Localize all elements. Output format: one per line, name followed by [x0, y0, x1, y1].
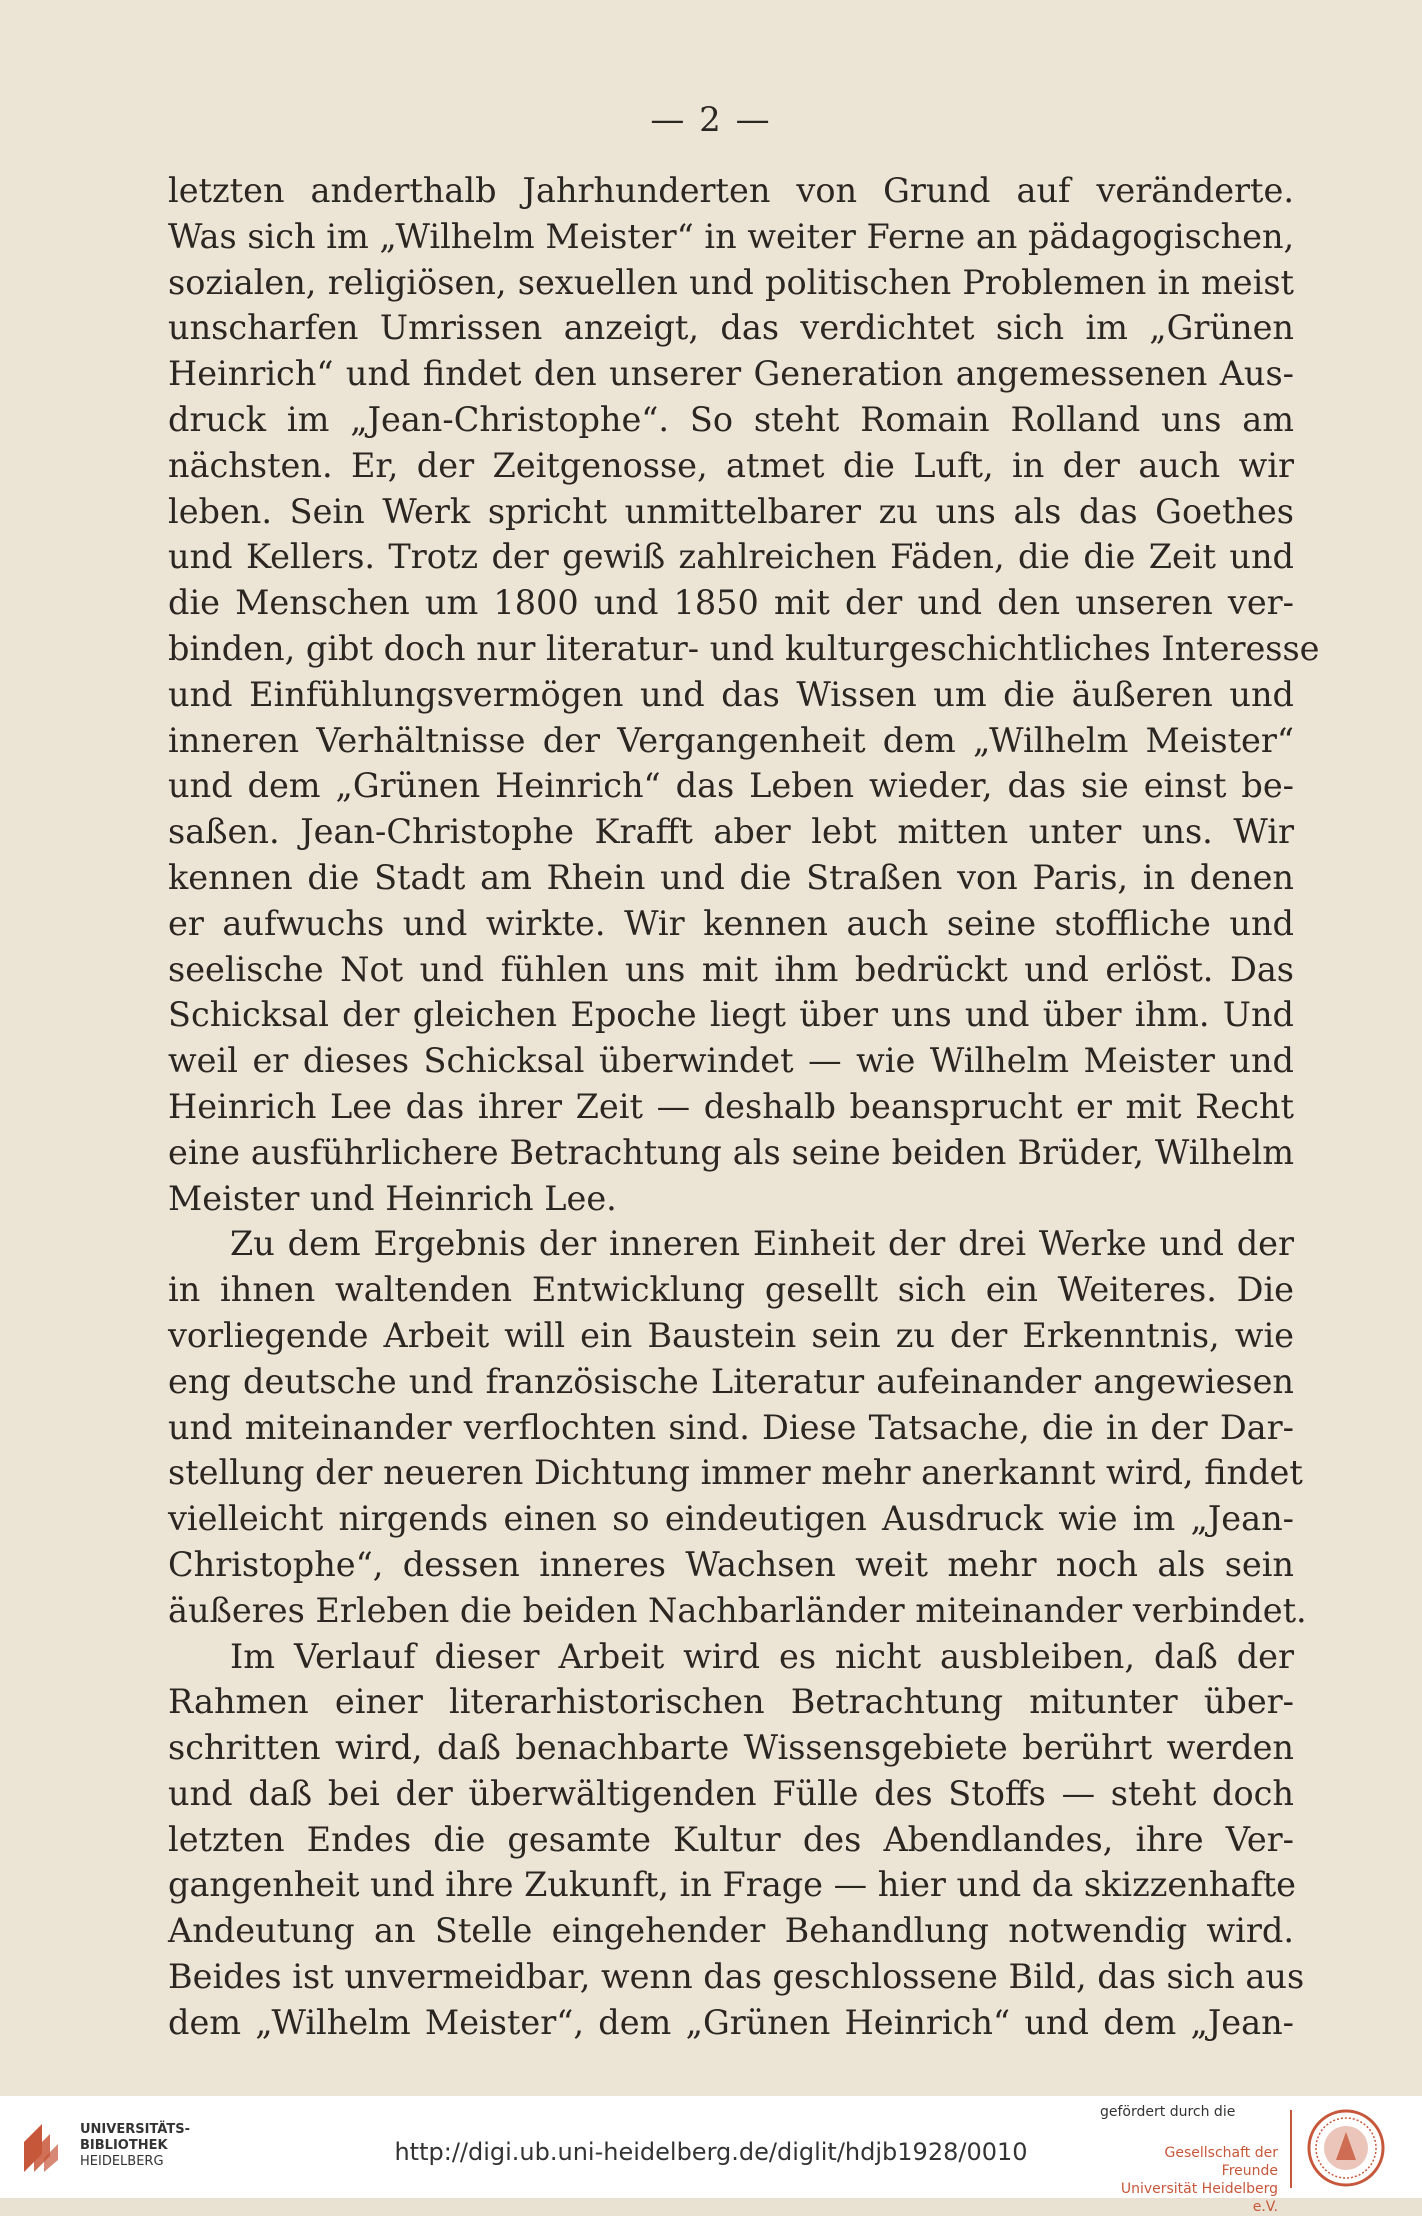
text-line: Schicksal der gleichen Epoche liegt über uns und über ihm. Und — [168, 995, 1294, 1035]
library-name-line: UNIVERSITÄTS- — [80, 2122, 190, 2137]
sponsor-name-line: Universität Heidelberg e.V. — [1120, 2181, 1278, 2215]
text-line: vorliegende Arbeit will ein Baustein sein zu der Erkenntnis, wie — [168, 1315, 1294, 1355]
text-line: Beides ist unvermeidbar, wenn das geschlossene Bild, das sich aus — [168, 1957, 1305, 1997]
text-line: Rahmen einer literarhistorischen Betrachtung mitunter über- — [168, 1682, 1294, 1722]
text-line: binden, gibt doch nur literatur- und kulturgeschichtliches Interesse — [168, 628, 1320, 668]
text-line: kennen die Stadt am Rhein und die Straßen von Paris, in denen — [168, 857, 1294, 897]
text-line: äußeres Erleben die beiden Nachbarländer miteinander verbindet. — [168, 1590, 1307, 1630]
text-line: leben. Sein Werk spricht unmittelbarer zu uns als das Goethes — [168, 491, 1294, 531]
text-line: sozialen, religiösen, sexuellen und politischen Problemen in meist — [168, 262, 1294, 302]
text-line: nächsten. Er, der Zeitgenosse, atmet die Luft, in der auch wir — [168, 445, 1294, 485]
text-line: die Menschen um 1800 und 1850 mit der und den unseren ver- — [168, 583, 1294, 623]
library-name-line: HEIDELBERG — [80, 2154, 164, 2169]
text-line: und Kellers. Trotz der gewiß zahlreichen Fäden, die die Zeit und — [168, 537, 1294, 577]
text-line: in ihnen waltenden Entwicklung gesellt sich ein Weiteres. Die — [168, 1270, 1294, 1310]
text-line: eng deutsche und französische Literatur aufeinander angewiesen — [168, 1361, 1294, 1401]
text-line: inneren Verhältnisse der Vergangenheit dem „Wilhelm Meister“ — [168, 720, 1294, 760]
text-line: schritten wird, daß benachbarte Wissensgebiete berührt werden — [168, 1728, 1294, 1768]
text-line: eine ausführlichere Betrachtung als seine beiden Brüder, Wilhelm — [168, 1132, 1294, 1172]
sponsor-name — [1108, 2144, 1278, 2216]
text-line: Heinrich Lee das ihrer Zeit — deshalb beansprucht er mit Recht — [168, 1086, 1294, 1126]
text-line: er aufwuchs und wirkte. Wir kennen auch seine stoffliche und — [168, 903, 1294, 943]
text-line: saßen. Jean-Christophe Krafft aber lebt mitten unter uns. Wir — [168, 812, 1294, 852]
text-line: weil er dieses Schicksal überwindet — wie Wilhelm Meister und — [168, 1041, 1294, 1081]
text-line: und miteinander verflochten sind. Diese Tatsache, die in der Dar- — [168, 1407, 1294, 1447]
footer-divider — [1290, 2110, 1292, 2188]
text-line: Zu dem Ergebnis der inneren Einheit der drei Werke und der — [230, 1224, 1294, 1264]
sponsor-name-line: Gesellschaft der Freunde — [1164, 2145, 1278, 2179]
text-line: vielleicht nirgends einen so eindeutigen Ausdruck wie im „Jean- — [168, 1499, 1294, 1539]
body-text — [168, 168, 1320, 2046]
text-line: Andeutung an Stelle eingehender Behandlung notwendig wird. — [168, 1911, 1294, 1951]
page-number: — 2 — — [650, 100, 772, 140]
text-line: Meister und Heinrich Lee. — [168, 1178, 617, 1218]
text-line: und dem „Grünen Heinrich“ das Leben wieder, das sie einst be- — [168, 766, 1294, 806]
text-line: seelische Not und fühlen uns mit ihm bedrückt und erlöst. Das — [168, 949, 1294, 989]
text-line: letzten Endes die gesamte Kultur des Abendlandes, ihre Ver- — [168, 1819, 1294, 1859]
text-line: stellung der neueren Dichtung immer mehr anerkannt wird, findet — [168, 1453, 1303, 1493]
text-line: letzten anderthalb Jahrhunderten von Grund auf veränderte. — [168, 171, 1294, 210]
text-line: und Einfühlungsvermögen und das Wissen um die äußeren und — [168, 674, 1294, 714]
library-name-line: BIBLIOTHEK — [80, 2138, 168, 2153]
text-line: und daß bei der überwältigenden Fülle des Stoffs — steht doch — [168, 1773, 1294, 1813]
text-line: Christophe“, dessen inneres Wachsen weit mehr noch als sein — [168, 1544, 1294, 1584]
text-line: dem „Wilhelm Meister“, dem „Grünen Heinrich“ und dem „Jean- — [168, 2002, 1294, 2042]
text-line: Was sich im „Wilhelm Meister“ in weiter Ferne an pädagogischen, — [168, 216, 1295, 256]
text-line: gangenheit und ihre Zukunft, in Frage — hier und da skizzenhafte — [168, 1865, 1297, 1905]
footer-bar — [0, 2096, 1422, 2215]
source-url-link[interactable]: http://digi.ub.uni-heidelberg.de/diglit/hdjb1928/0010 — [394, 2138, 1028, 2166]
university-seal-icon — [1306, 2108, 1386, 2188]
text-line: unscharfen Umrissen anzeigt, das verdichtet sich im „Grünen — [168, 308, 1294, 348]
text-line: druck im „Jean-Christophe“. So steht Romain Rolland uns am — [168, 399, 1294, 439]
sponsor-label: gefördert durch die — [1100, 2104, 1236, 2120]
text-line: Im Verlauf dieser Arbeit wird es nicht ausbleiben, daß der — [230, 1636, 1294, 1676]
text-line: Heinrich“ und findet den unserer Generation angemessenen Aus- — [168, 354, 1294, 394]
